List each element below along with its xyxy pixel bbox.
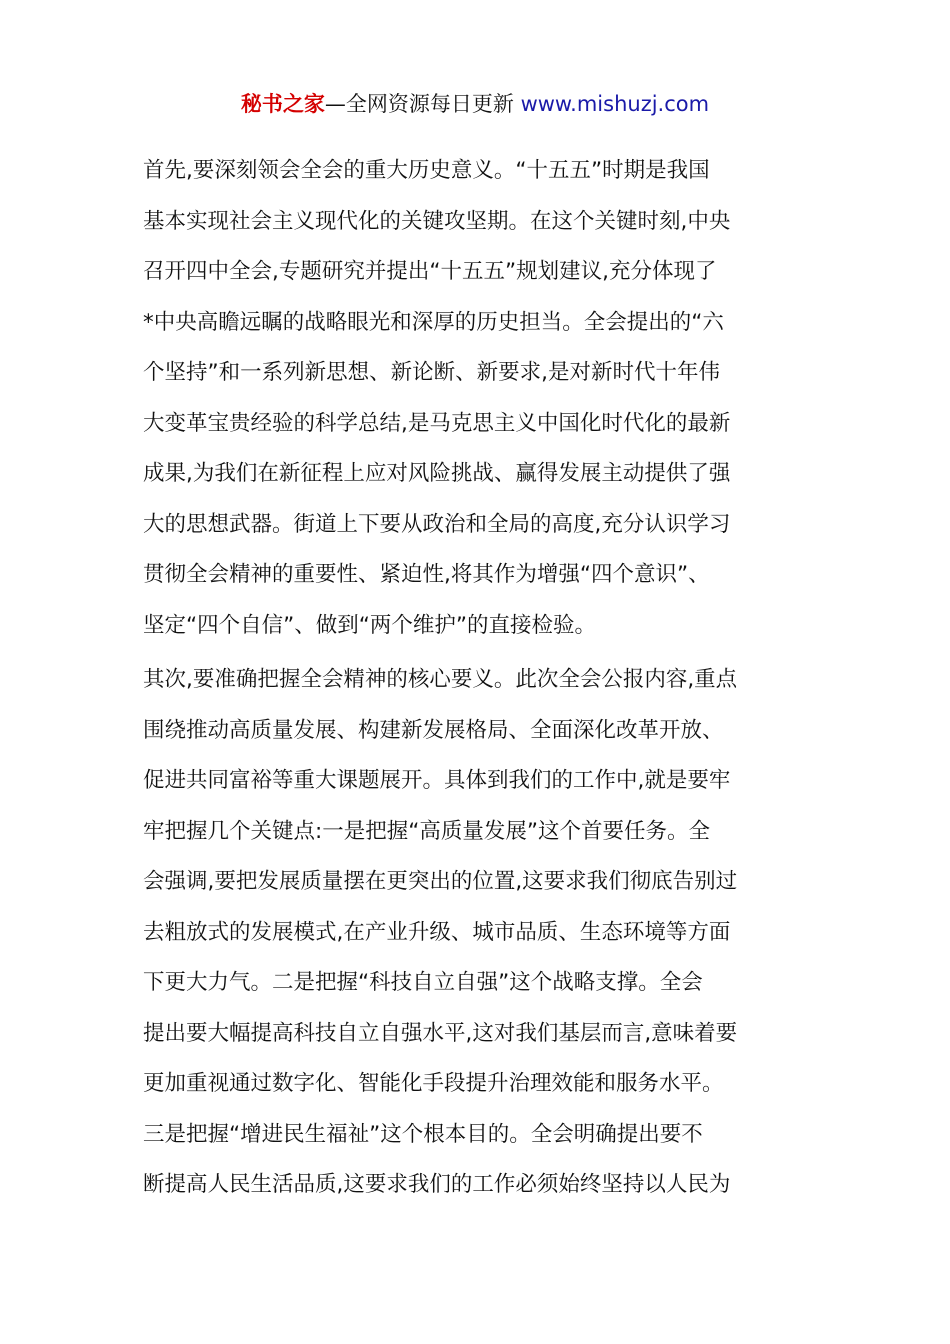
text-line: 其次,要准确把握全会精神的核心要义。此次全会公报内容,重点 [143,667,738,692]
document-body [143,146,807,1211]
text-line: 成果,为我们在新征程上应对风险挑战、赢得发展主动提供了强 [143,461,731,486]
text-line: 个坚持”和一系列新思想、新论断、新要求,是对新时代十年伟 [143,360,720,385]
text-line: 更加重视通过数字化、智能化手段提升治理效能和服务水平。 [143,1071,724,1096]
text-line: 坚定“四个自信”、做到“两个维护”的直接检验。 [143,612,597,638]
text-line: 断提高人民生活品质,这要求我们的工作必须始终坚持以人民为 [143,1172,731,1197]
website-link[interactable]: www.mishuzj.com [520,92,710,116]
paragraph-2 [143,655,807,1211]
header-tagline: —全网资源每日更新 [324,92,521,116]
page-header [0,88,950,120]
text-line: 牢把握几个关键点:一是把握“高质量发展”这个首要任务。全 [143,818,711,844]
text-line: 下更大力气。二是把握“科技自立自强”这个战略支撑。全会 [143,970,703,995]
text-line: *中央高瞻远瞩的战略眼光和深厚的历史担当。全会提出的“六 [143,309,724,335]
text-line: 首先,要深刻领会全会的重大历史意义。“十五五”时期是我国 [143,158,710,183]
text-line: 提出要大幅提高科技自立自强水平,这对我们基层而言,意味着要 [143,1020,738,1046]
text-line: 围绕推动高质量发展、构建新发展格局、全面深化改革开放、 [143,717,724,743]
text-line: 三是把握“增进民生福祉”这个根本目的。全会明确提出要不 [143,1121,703,1147]
text-line: 大变革宝贵经验的科学总结,是马克思主义中国化时代化的最新 [143,410,731,436]
text-line: 去粗放式的发展模式,在产业升级、城市品质、生态环境等方面 [143,919,731,945]
text-line: 基本实现社会主义现代化的关键攻坚期。在这个关键时刻,中央 [143,208,731,234]
text-line: 促进共同富裕等重大课题展开。具体到我们的工作中,就是要牢 [143,768,731,793]
paragraph-1 [143,146,807,651]
text-line: 会强调,要把发展质量摆在更突出的位置,这要求我们彻底告别过 [143,869,738,894]
text-line: 贯彻全会精神的重要性、紧迫性,将其作为增强“四个意识”、 [143,562,710,587]
brand-name: 秘书之家 [240,92,325,116]
text-line: 大的思想武器。街道上下要从政治和全局的高度,充分认识学习 [143,511,731,537]
text-line: 召开四中全会,专题研究并提出“十五五”规划建议,充分体现了 [143,259,717,284]
